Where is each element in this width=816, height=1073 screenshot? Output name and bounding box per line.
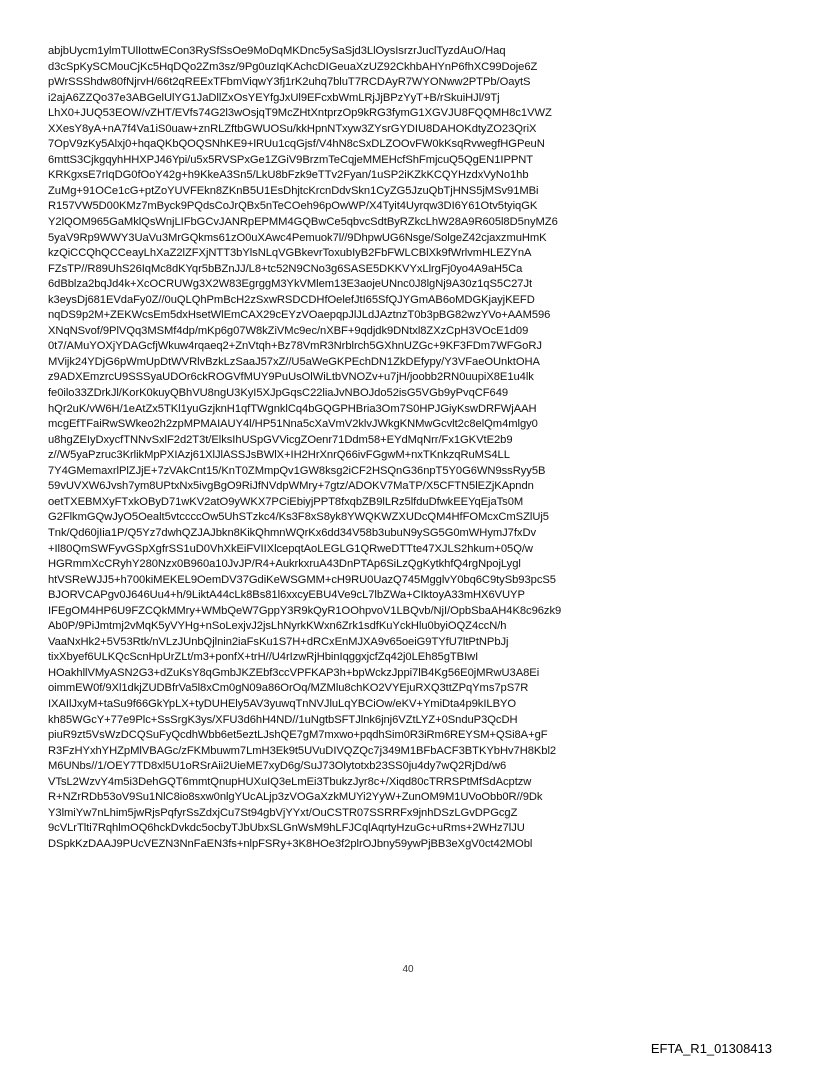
text-line: KRKgxsE7rIqDG0fOoY42g+h9KkeA3Sn5/LkU8bFzk9eTTv2Fyan/1uSP2iKZkKCQYHzdxVyNo1hb	[48, 169, 529, 182]
text-line: DSpkKzDAAJ9PUcVEZN3NnFaEN3fs+nlpFSRy+3K8HOe3f2plrOJbny59ywPjBB3eXgV0ct42MObl	[48, 837, 533, 850]
text-line: IFEgOM4HP6U9FZCQkMMry+WMbQeW7GppY3R9kQyR1OOhpvoV1LBQvb/NjI/OpbSbaAH4K8c96zk9	[48, 604, 562, 617]
page-number: 40	[402, 964, 414, 975]
text-line: 9cVLrTlti7RqhlmOQ6hckDvkdc5ocbyTJbUbxSLGnWsM9hLFJCqlAqrtyHzuGc+uRms+2WHz7lJU	[48, 822, 525, 835]
text-line: IXAIlJxyM+taSu9f66GkYpLX+tyDUHEly5AV3yuwqTnNVJluLqYBCiOw/eKV+YmiDta4p9kILBYO	[48, 697, 517, 710]
text-line: oetTXEBMXyFTxkOByD71wKV2atO9yWKX7PCiEbiyjPPT8fxqbZB9lLRz5lfduDfwkEEYqEjaTs0M	[48, 495, 524, 508]
text-line: abjbUycm1ylmTUlIottwECon3RySfSsOe9MoDqMKDnc5ySaSjd3LlOysIsrzrJuclTyzdAuO/Haq	[48, 45, 506, 57]
text-line: 0t7/AMuYOXjYDAGcfjWkuw4rqaeq2+ZnVtqh+Bz78VmR3Nrblrch5GXhnUZGc+9KF3FDm7WFGoRJ	[48, 340, 542, 353]
text-line: 5yaV9Rp9WWY3UaVu3MrGQkms61zO0uXAwc4Pemuok7l//9DhpwUG6Nsge/SolgeZ42cjaxzmuHmK	[48, 231, 547, 244]
text-line: R3FzHYxhYHZpMlVBAGc/zFKMbuwm7LmH3Ek9t5UVuDIVQZQc7j349M1BFbACF3BTKYbHv7H8Kbl2	[48, 744, 557, 757]
text-line: i2ajA6ZZQo37e3ABGelUlYG1JaDllZxOsYEYfgJxUl9EFcxbWmLRjJjBPzYyT+B/rSkuiHJl/9Tj	[48, 91, 500, 104]
text-line: ZuMg+91OCe1cG+ptZoYUVFEkn8ZKnB5U1EsDhjtcKrcnDdvSkn1CyZG5JzuQbTjHNS5jMSv91MBi	[48, 184, 539, 197]
text-line: BJORVCAPgv0J646Uu4+h/9LiktA44cLk8Bs81l6xxcyEBU4Ve9cL7lbZWa+CIktoyA33mHX6VUYP	[48, 589, 525, 602]
bates-number: EFTA_R1_01308413	[650, 1041, 772, 1056]
text-line: HGRmmXcCRyhY280Nzx0B960a10JvJP/R4+AukrkxruA43DnPTAp6SiLzQgKytkhfQ4rgNpojLygl	[48, 558, 521, 571]
text-line: R+NZrRDb53oV9Su1NlC8io8sxw0nlgYUcALjp3zVOGaXzkMUYi2YyW+ZunOM9M1UVoObb0R//9Dk	[48, 791, 543, 804]
text-line: VaaNxHk2+5V53Rtk/nVLzJUnbQjlnin2iaFsKu1S7H+dRCxEnMJXA9v65oeiG9TYfU7ltPtNPbJj	[48, 635, 509, 648]
text-line: Tnk/Qd60jIia1P/Q5Yz7dwhQZJAJbkn8KikQhmnWQrKx6dd34V58b3ubuN9ySG5G0mWHymJ7fxDv	[48, 526, 537, 539]
text-line: XXesY8yA+nA7f4Va1iS0uaw+znRLZftbGWUOSu/kkHpnNTxyw3ZYsrGYDIU8DAHOKdtyZO23QriX	[48, 122, 537, 135]
text-line: nqDS9p2M+ZEKWcsEm5dxHsetWlEmCAX29cEYzVOaepqpJlJLdJAztnzT0b3pBG82wzYVo+AAM596	[48, 309, 551, 322]
text-line: mcgEfTFaiRwSWkeo2h2zpMPMAIAUY4l/HP51Nna5cXaVmV2klvJWkgKNMwGcvlt2c8elQm4mlgy0	[48, 418, 538, 431]
text-line: Ab0P/9PiJmtmj2vMqK5yVYHg+nSoLexjvJ2jsLhNyrkKWxn6Zrk1sdfKuYckHlu0byiOQZ4ccN/h	[48, 620, 507, 633]
encoded-text-block	[48, 44, 768, 852]
text-line: HOakhllVMyASN2G3+dZuKsY8qGmbJKZEbf3ccVPFKAP3h+bpWckzJppi7lB4Kg56E0jMRwU3A8Ei	[48, 666, 540, 679]
text-line: 59vUVXW6Jvsh7ym8UPtxNx5ivgBgO9RiJfNVdpWMry+7gtz/ADOKV7MaTP/X5CFTN5lEZjKApndn	[48, 480, 534, 493]
text-line: d3cSpKySCMouCjKc5HqDQo2Zm3sz/9Pg0uzIqKAchcDIGeuaXzUZ92CkhbAHYnP6fhXC99Doje6Z	[48, 60, 538, 73]
text-line: XNqNSvof/9PlVQq3MSMf4dp/mKp6g07W8kZiVMc9ec/nXBF+9qdjdk9DNtxl8ZXzCpH3VOcE1d09	[48, 324, 529, 337]
text-line: 7OpV9zKy5Alxj0+hqaQKbQOQSNhKE9+lRUu1cqGjsf/V4hN8cSxDLZOOvFW0kKsqRvwegfHGPeuN	[48, 138, 545, 151]
text-line: 6dBblza2bqJd4k+XcOCRUWg3X2W83EgrggM3YkVMlem13E3aojeUNnc0J8lgNj9A30z1qS5C27Jt	[48, 278, 533, 291]
text-line: G2FlkmGQwJyO5Oealt5vtccccOw5UhSTzkc4/Ks3F8xS8yk8YWQKWZXUDcQM4HfFOMcxCmSZlUj5	[48, 511, 549, 524]
text-line: 6mttS3CjkgqyhHHXPJ46Ypi/u5x5RVSPxGe1ZGiV9BrzmTeCqjeMMEHcfShFmjcuQ5QgEN1IPPNT	[48, 153, 534, 166]
text-line: z9ADXEmzrcU9SSSyaUDOr6ckROGVfMUY9PuUsOlWiLtbVNOZv+u7jH/joobb2RN0uupiX8E1u4lk	[48, 371, 534, 384]
text-line: FZsTP//R89UhS26IqMc8dKYqr5bBZnJJ/L8+tc52N9CNo3g6SASE5DKKVYxLlrgFj0yo4A9aH5Ca	[48, 262, 523, 275]
text-line: u8hgZEIyDxycfTNNvSxlF2d2T3t/ElksIhUSpGVVicgZOenr71Ddm58+EYdMqNrr/Fx1GKVtE2b9	[48, 433, 513, 446]
text-line: MVijk24YDjG6pWmUpDtWVRlvBzkLzSaaJ57xZ//U5aWeGKPEchDN1ZkDEfypy/Y3VFaeOUnktOHA	[48, 355, 540, 368]
text-line: tixXbyef6ULKQcScnHpUrZLt/m3+ponfX+trH//U4rIzwRjHbinIqggxjcfZq42j0LEh85gTBIwI	[48, 651, 479, 664]
text-line: hQr2uK/vW6H/1eAtZx5TKl1yuGzjknH1qfTWgnklCq4bGQGPHBria3Om7S0HPJGiyKswDRFWjAAH	[48, 402, 537, 415]
text-line: kh85WGcY+77e9Plc+SsSrgK3ys/XFU3d6hH4ND//1uNgtbSFTJlnk6jnj6VZtLYZ+0SnduP3QcDH	[48, 713, 518, 726]
text-line: Y2lQOM965GaMklQsWnjLIFbGCvJANRpEPMM4GQBwCe5qbvcSdtByRZkcLhW28A9R605l8D5nyMZ6	[48, 216, 558, 229]
text-line: piuR9zt5VsWzDCQSuFyQcdhWbb6et5eztLJshQE7gM7mxwo+pqdhSim0R3iRm6REYSM+QSi8A+gF	[48, 729, 548, 742]
text-line: fe0ilo33ZDrkJl/KorK0kuyQBhVU8ngU3KyI5XJpGqsC22liaJvNBOJdo52isG5VGb9yPvqCF649	[48, 387, 509, 400]
text-line: +Il80QmSWFyvGSpXgfrSS1uD0VhXkEiFVIIXlcepqtAoLEGLG1QRweDTTte47XJLS2hkum+05Q/w	[48, 542, 533, 555]
text-line: z//W5yaPzruc3KrlikMpPXIAzj61XlJlASSJsBWlX+IH2HrXnrQ66ivFGgwM+nxTKnkzqRuMS4LL	[48, 449, 510, 462]
text-line: 7Y4GMemaxrlPlZJjE+7zVAkCnt15/KnT0ZMmpQv1GW8ksg2iCF2HSQnG36npT5Y0G6WN9ssRyy5B	[48, 464, 546, 477]
text-line: oimmEW0f/9Xl1dkjZUDBfrVa5l8xCm0gN09a86OrOq/MZMlu8chKO2VYEjuRXQ3ttZPqYms7pS7R	[48, 682, 529, 695]
text-line: LhX0+JUQ53EOW/vZHT/EVfs74G2l3wOsjqT9McZHtXntprzOp9kRG3fymG1XGVJU8FQQMH8c1VWZ	[48, 107, 552, 120]
text-line: VTsL2WzvY4m5i3DehGQT6mmtQnupHUXuIQ3eLmEi3TbukzJyr8c+/Xiqd80cTRRSPtMfSdAcptzw	[48, 775, 532, 788]
text-line: k3eysDj681EVdaFy0Z//0uQLQhPmBcH2zSxwRSDCDHfOelefJtI65SfQJYGmAB6oMDGKjayjKEFD	[48, 293, 535, 306]
text-line: R157VW5D00KMz7mByck9PQdsCoJrQBx5nTeCOeh96pOwWP/X4Tyit4Uyrqw3DI6Y61Otv5tyiqGK	[48, 200, 538, 213]
text-line: kzQiCCQhQCCeayLhXaZ2lZFXjNTT3bYlsNLqVGBkevrToxubIyB2FbFWLCBlXk9fWrlvmHLEZYnA	[48, 247, 532, 260]
text-line: htVSReWJJ5+h700kiMEKEL9OemDV37GdiKeWSGMM+cH9RU0UazQ745MgglvY0bq6C9tySb93pcS5	[48, 573, 556, 586]
text-line: pWrSSShdw80fNjrvH/66t2qREExTFbmViqwY3fj1rK2uhq7bluT7RCDAyR7WYONww2PTPb/OaytS	[48, 76, 531, 89]
text-line: Y3lmiYw7nLhim5jwRjsPqfyrSsZdxjCu7St94gbVjYYxt/OuCSTR07SSRRFx9jnhDSzLGvDPGcgZ	[48, 806, 518, 819]
text-line: M6UNbs//1/OEY7TD8xl5U1oRSrAii2UieME7xyD6g/SuJ73Olytotxb23SS0ju4dy7wQ2RjDd/w6	[48, 760, 507, 773]
